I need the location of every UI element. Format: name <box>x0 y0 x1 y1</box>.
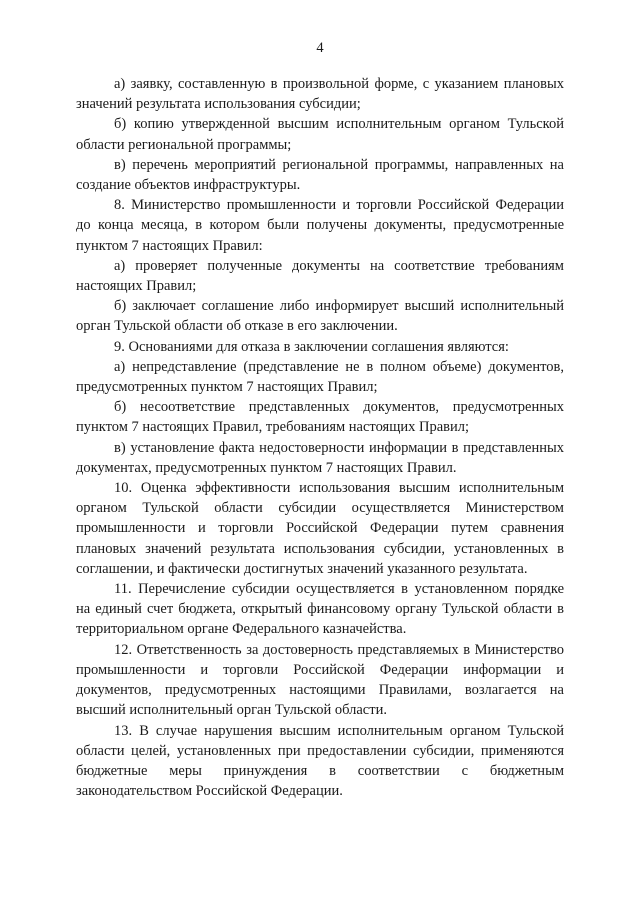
paragraph-8: 8. Министерство промышленности и торговли Российской Федерации до конца месяца, в котором были получены документы, предусмотренные пунктом 7 настоящих Правил: <box>76 197 564 254</box>
paragraph-9a: а) непредставление (представление не в полном объеме) документов, предусмотренных пунктом 7 настоящих Правил; <box>76 358 564 396</box>
paragraph-9b: б) несоответствие представленных документов, предусмотренных пунктом 7 настоящих Правил, требованиям настоящих Правил; <box>76 399 564 436</box>
paragraph-8b: б) заключает соглашение либо информирует высший исполнительный орган Тульской области об отказе в его заключении. <box>76 298 564 335</box>
paragraph-13: 13. В случае нарушения высшим исполнительным органом Тульской области целей, установленных при предоставлении субсидии, применяются бюджетные меры принуждения в соответствии с бюджетным законодательством Российской Федерации. <box>76 722 564 800</box>
paragraph-7c: в) перечень мероприятий региональной программы, направленных на создание объектов инфраструктуры. <box>76 156 564 194</box>
page-number: 4 <box>316 40 324 56</box>
paragraph-7a: а) заявку, составленную в произвольной форме, с указанием плановых значений результата использования субсидии; <box>76 76 564 113</box>
document-body <box>76 74 564 801</box>
paragraph-10: 10. Оценка эффективности использования высшим исполнительным органом Тульской области субсидии осуществляется Министерством промышленности и торговли Российской Федерации путем сравнения плановых значений результата использования субсидии, установленных в соглашении, и фактически достигнутых значений указанного результата. <box>76 480 564 577</box>
paragraph-8a: а) проверяет полученные документы на соответствие требованиям настоящих Правил; <box>76 257 564 295</box>
paragraph-7b: б) копию утвержденной высшим исполнительным органом Тульской области региональной программы; <box>76 116 564 153</box>
paragraph-9c: в) установление факта недостоверности информации в представленных документах, предусмотренных пунктом 7 настоящих Правил. <box>76 439 564 476</box>
paragraph-9: 9. Основаниями для отказа в заключении соглашения являются: <box>114 338 509 355</box>
paragraph-11: 11. Перечисление субсидии осуществляется в установленном порядке на единый счет бюджета, открытый финансовому органу Тульской области в территориальном органе Федерального казначейства. <box>76 581 564 638</box>
paragraph-12: 12. Ответственность за достоверность представляемых в Министерство промышленности и торговли Российской Федерации информации и документов, предусмотренных настоящими Правилами, возлагается на высший исполнительный орган Тульской области. <box>76 641 564 719</box>
